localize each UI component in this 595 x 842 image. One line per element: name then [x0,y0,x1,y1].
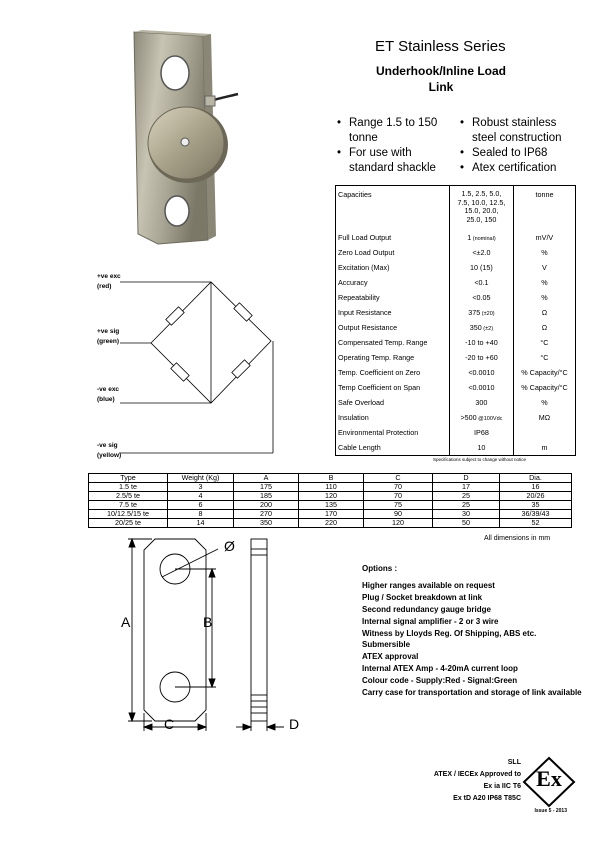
dim-label-b: B [203,614,213,630]
spec-unit: V [542,263,547,272]
table-cell: 170 [299,510,364,519]
spec-unit: Ω [541,308,548,317]
option-item: Carry case for transportation and storage of link available [362,688,582,698]
spec-row [336,320,576,335]
spec-value: >500 @100Vdc [449,410,513,425]
spec-value: <±2.0 [449,245,513,260]
spec-label: Full Load Output [338,233,392,242]
spec-value: <0.05 [449,290,513,305]
spec-label: Output Resistance [338,323,398,332]
spec-value: <0.0010 [449,365,513,380]
col-header: B [299,474,364,483]
spec-label: Capacities [338,190,372,199]
spec-label: Excitation (Max) [338,263,390,272]
spec-unit: % [541,293,548,302]
table-cell: 8 [168,510,234,519]
table-cell: 110 [299,483,364,492]
table-cell: 52 [500,519,572,528]
feature-item: • Range 1.5 to 150 tonne [337,116,449,146]
subtitle-line1: Underhook/Inline Load [375,64,506,78]
table-cell: 7.5 te [89,501,168,510]
table-cell: 1.5 te [89,483,168,492]
spec-row [336,380,576,395]
table-cell: 270 [234,510,299,519]
spec-value: -20 to +60 [449,350,513,365]
spec-value: 10 (15) [449,260,513,275]
option-item: Internal ATEX Amp - 4-20mA current loop [362,664,518,674]
table-cell: 30 [433,510,500,519]
technical-drawing [118,535,308,735]
wiring-diagram [90,265,280,465]
option-item: Colour code - Supply:Red - Signal:Green [362,676,518,686]
table-cell: 90 [364,510,433,519]
option-item: Submersible [362,640,411,650]
wire-pos-exc: +ve exc (red) [97,273,121,290]
table-cell: 70 [364,492,433,501]
spec-value: <0.1 [449,275,513,290]
table-cell: 3 [168,483,234,492]
spec-value: -10 to +40 [449,335,513,350]
series-title: ET Stainless Series [375,38,506,55]
option-item: Higher ranges available on request [362,580,495,590]
spec-unit: % Capacity/°C [521,368,568,377]
spec-value: 300 [449,395,513,410]
spec-row [336,230,576,245]
wire-pos-sig: +ve sig (green) [97,328,120,345]
cert-line: ATEX / IECEx Approved to [433,771,521,778]
spec-label: Zero Load Output [338,248,395,257]
spec-unit: MΩ [538,413,551,422]
spec-label: Temp Coefficient on Span [338,383,421,392]
table-cell: 350 [234,519,299,528]
spec-label: Compensated Temp. Range [338,338,428,347]
spec-unit: m [541,443,548,452]
spec-row [336,335,576,350]
spec-label: Environmental Protection [338,428,419,437]
spec-value: 375 (±20) [449,305,513,320]
table-cell: 14 [168,519,234,528]
table-cell: 175 [234,483,299,492]
table-cell: 20/25 te [89,519,168,528]
spec-unit [513,425,575,440]
option-item: Second redundancy gauge bridge [362,604,491,614]
table-cell: 6 [168,501,234,510]
option-item: Internal signal amplifier - 2 or 3 wire [362,616,499,626]
spec-unit: % [541,278,548,287]
spec-label: Operating Temp. Range [338,353,415,362]
table-cell: 17 [433,483,500,492]
table-cell: 120 [364,519,433,528]
spec-value: <0.0010 [449,380,513,395]
spec-label: Safe Overload [338,398,384,407]
dim-label-a: A [121,614,131,630]
spec-label: Temp. Coefficient on Zero [338,368,421,377]
spec-unit: tonne [535,190,554,199]
spec-row [336,350,576,365]
spec-row [336,395,576,410]
spec-row [336,425,576,440]
certification-text [380,757,521,805]
col-header: Type [89,474,168,483]
product-subtitle [372,63,510,95]
subtitle-line2: Link [428,80,454,94]
spec-unit: °C [540,353,549,362]
spec-table [335,185,576,456]
table-cell: 20/26 [500,492,572,501]
spec-unit: mV/V [535,233,554,242]
table-cell: 2.5/5 te [89,492,168,501]
spec-unit: °C [540,338,549,347]
issue-label: Issue 5 - 2013 [534,808,567,814]
dimensions-note: All dimensions in mm [484,535,551,542]
ex-mark-text: Ex [536,766,562,791]
spec-label: Input Resistance [338,308,392,317]
col-header: A [234,474,299,483]
col-header: D [433,474,500,483]
spec-row [336,440,576,456]
col-header: Dia. [500,474,572,483]
option-item: Witness by Lloyds Reg. Of Shipping, ABS etc. [362,628,537,638]
option-item: ATEX approval [362,652,419,662]
wire-neg-exc: -ve exc (blue) [97,386,120,403]
spec-row [336,305,576,320]
table-cell: 35 [500,501,572,510]
cert-line: SLL [507,759,521,766]
dim-label-d: D [289,716,300,732]
spec-note: Specifications subject to change without notice [433,457,527,462]
spec-value: 350 (±2) [449,320,513,335]
table-cell: 4 [168,492,234,501]
table-cell: 135 [299,501,364,510]
spec-value: 1.5, 2.5, 5.0, 7.5, 10.0, 12.5, 15.0, 20.0, 25.0, 150 [449,186,513,231]
spec-unit: % [541,398,548,407]
option-item: Plug / Socket breakdown at link [362,592,483,602]
spec-row [336,260,576,275]
spec-label: Repeatability [338,293,380,302]
table-cell: 185 [234,492,299,501]
spec-unit: Ω [541,323,548,332]
col-header: Weight (Kg) [168,474,234,483]
table-cell: 25 [433,492,500,501]
table-row [89,519,572,528]
table-cell: 16 [500,483,572,492]
spec-row-capacities [336,186,576,231]
spec-value: 10 [449,440,513,456]
feature-list-left [337,116,449,176]
spec-label: Accuracy [338,278,368,287]
feature-item: • Sealed to IP68 [460,146,572,161]
table-cell: 120 [299,492,364,501]
feature-item: • For use with standard shackle [337,146,449,176]
table-cell: 10/12.5/15 te [89,510,168,519]
options-heading: Options : [362,564,398,573]
spec-value: 1 (nominal) [449,230,513,245]
cert-line: Ex ia IIC T6 [483,783,521,790]
table-cell: 70 [364,483,433,492]
spec-unit: % [541,248,548,257]
table-cell: 25 [433,501,500,510]
load-link-photo [120,28,260,248]
dim-label-c: C [164,716,175,732]
col-header: C [364,474,433,483]
spec-label: Insulation [338,413,369,422]
feature-item: • Robust stainless steel construction [460,116,572,146]
spec-row [336,275,576,290]
table-cell: 220 [299,519,364,528]
spec-label: Cable Length [338,443,381,452]
feature-item: • Atex certification [460,161,572,176]
cert-line: Ex tD A20 IP68 T85C [453,795,521,802]
dimensions-table [88,473,572,528]
spec-row [336,290,576,305]
options-list [362,563,584,699]
spec-row [336,410,576,425]
table-cell: 50 [433,519,500,528]
dim-label-diameter: Ø [224,538,235,554]
table-cell: 36/39/43 [500,510,572,519]
wire-neg-sig: -ve sig (yellow) [97,442,122,459]
spec-unit: % Capacity/°C [521,383,568,392]
table-cell: 75 [364,501,433,510]
spec-value: IP68 [449,425,513,440]
feature-list-right [460,116,572,176]
spec-row [336,365,576,380]
table-cell: 200 [234,501,299,510]
spec-row [336,245,576,260]
